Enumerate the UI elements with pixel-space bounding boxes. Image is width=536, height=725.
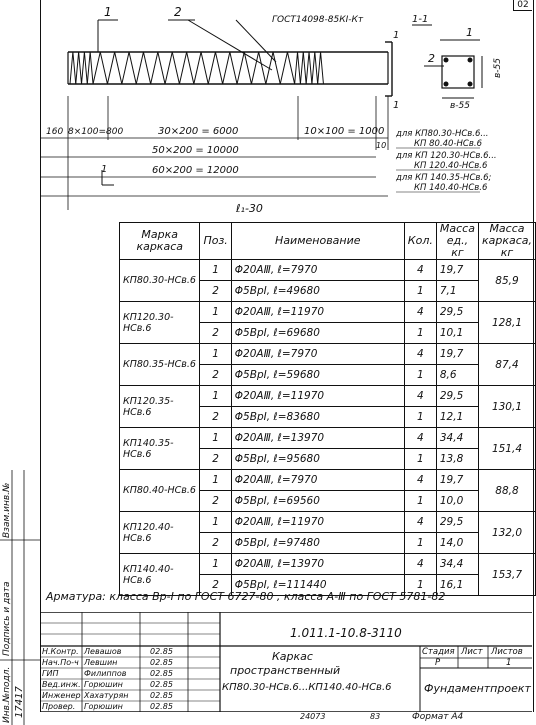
- spiral-segment: [295, 52, 298, 84]
- spiral-segment: [187, 52, 194, 84]
- applies-1: КП 80.40-НСв.6: [414, 139, 482, 149]
- unit-mass: 29,5: [436, 512, 478, 533]
- reinforcement-note: Арматура: класса Вр-I по ГОСТ 6727-80 , класса А-Ⅲ по ГОСТ 5781-82: [46, 590, 446, 603]
- table-row: [120, 260, 536, 281]
- quantity: 4: [404, 386, 436, 407]
- spiral-segment: [76, 52, 79, 84]
- spiral-segment: [237, 52, 244, 84]
- unit-mass: 10,0: [436, 491, 478, 512]
- title-line-2: пространственный: [230, 664, 341, 677]
- unit-mass: 7,1: [436, 281, 478, 302]
- section-label: 1-1: [412, 14, 429, 25]
- dim-8x100: 8×100=800: [68, 127, 124, 137]
- spiral-segment: [309, 52, 312, 84]
- date: 02.85: [150, 658, 173, 667]
- bottom-code: 24073: [300, 712, 326, 721]
- frame-mass: 88,8: [478, 470, 535, 512]
- table-row: [120, 512, 536, 533]
- role: ГИП: [42, 669, 59, 678]
- quantity: 1: [404, 491, 436, 512]
- table-row: [120, 470, 536, 491]
- item-name: Φ20АⅢ, ℓ=11970: [231, 512, 404, 533]
- dim-160: 160: [46, 127, 64, 137]
- date: 02.85: [150, 702, 173, 711]
- specification-table: [119, 222, 536, 596]
- position: 1: [200, 302, 231, 323]
- frame-mass: 130,1: [478, 386, 535, 428]
- spiral-segment: [87, 52, 90, 84]
- spiral-segment: [321, 52, 324, 84]
- organization: Фундаментпроект: [424, 682, 531, 695]
- gost-label: ГОСТ14098-85КІ-Кт: [272, 15, 364, 25]
- title-line-1: Каркас: [272, 650, 313, 663]
- frame-mass: 151,4: [478, 428, 535, 470]
- spiral-segment: [84, 52, 87, 84]
- spiral-segment: [82, 52, 85, 84]
- dim-50x200: 50×200 = 10000: [152, 145, 239, 156]
- title-line-3: КП80.30-НСв.6...КП140.40-НСв.6: [222, 682, 392, 693]
- section-mark: 1: [101, 164, 108, 175]
- sheets-value: 1: [506, 658, 512, 668]
- callout-2-section: 2: [428, 52, 435, 65]
- spiral-segment: [158, 52, 165, 84]
- left-sidebar: [0, 470, 40, 725]
- table-row: [120, 428, 536, 449]
- frame-mass: 128,1: [478, 302, 535, 344]
- unit-mass: 19,7: [436, 260, 478, 281]
- header-mass-total: Масса каркаса, кг: [478, 223, 535, 260]
- sheet-corner: 02: [513, 0, 532, 11]
- role: Вед.инж.: [42, 680, 81, 689]
- name: Горюшин: [84, 680, 123, 689]
- name: Хахатурян: [84, 691, 129, 700]
- spiral-segment: [107, 52, 114, 84]
- position: 2: [200, 449, 231, 470]
- quantity: 1: [404, 575, 436, 596]
- sidebar-sign-date: Подпись и дата: [2, 581, 12, 656]
- cut-mark-bottom: 1: [393, 100, 400, 111]
- spiral-segment: [179, 52, 186, 84]
- header-qty: Кол.: [404, 223, 436, 260]
- unit-mass: 19,7: [436, 470, 478, 491]
- spiral-segment: [251, 52, 258, 84]
- role: Инженер: [42, 691, 81, 700]
- sheets-header: Листов: [491, 647, 523, 657]
- item-name: Φ20АⅢ, ℓ=11970: [231, 302, 404, 323]
- frame-mark: КП80.35-НСв.6: [120, 344, 200, 386]
- item-name: Φ20АⅢ, ℓ=7970: [231, 260, 404, 281]
- frame-mark: КП80.30-НСв.6: [120, 260, 200, 302]
- sidebar-inv-orig: Инв.№подл.: [2, 666, 12, 723]
- dim-10x100: 10×100 = 1000: [304, 126, 385, 137]
- callout-1: 1: [104, 5, 112, 19]
- position: 2: [200, 407, 231, 428]
- quantity: 1: [404, 281, 436, 302]
- position: 1: [200, 428, 231, 449]
- spiral-segment: [300, 52, 303, 84]
- table-row: [120, 344, 536, 365]
- applies-2: для КП 120.30-НСв.6...: [396, 151, 497, 161]
- header-pos: Поз.: [200, 223, 231, 260]
- item-name: Φ5ВрI, ℓ=83680: [231, 407, 404, 428]
- name: Филиппов: [84, 669, 127, 678]
- quantity: 1: [404, 323, 436, 344]
- spiral-segment: [115, 52, 122, 84]
- frame-mass: 153,7: [478, 554, 535, 596]
- spiral-segment: [136, 52, 143, 84]
- spiral-segment: [73, 52, 76, 84]
- date: 02.85: [150, 680, 173, 689]
- item-name: Φ5ВрI, ℓ=69680: [231, 323, 404, 344]
- unit-mass: 34,4: [436, 554, 478, 575]
- applies-0: для КП80.30-НСв.6...: [396, 129, 489, 139]
- position: 2: [200, 533, 231, 554]
- frame-mass: 87,4: [478, 344, 535, 386]
- quantity: 4: [404, 302, 436, 323]
- unit-mass: 12,1: [436, 407, 478, 428]
- callout-2: 2: [174, 5, 182, 19]
- dim-10: 10: [376, 141, 387, 150]
- spiral-segment: [201, 52, 208, 84]
- header-name: Наименование: [231, 223, 404, 260]
- item-name: Φ5ВрI, ℓ=95680: [231, 449, 404, 470]
- position: 1: [200, 512, 231, 533]
- callout-1-right: 1: [466, 26, 473, 39]
- dim-total: ℓ₁-30: [236, 202, 263, 215]
- item-name: Φ20АⅢ, ℓ=7970: [231, 344, 404, 365]
- spiral-segment: [93, 52, 100, 84]
- position: 1: [200, 554, 231, 575]
- item-name: Φ5ВрI, ℓ=49680: [231, 281, 404, 302]
- date: 02.85: [150, 669, 173, 678]
- position: 1: [200, 344, 231, 365]
- item-name: Φ5ВрI, ℓ=69560: [231, 491, 404, 512]
- item-name: Φ5ВрI, ℓ=59680: [231, 365, 404, 386]
- title-block: [40, 612, 532, 722]
- frame-mark: КП120.40-НСв.6: [120, 512, 200, 554]
- spiral-segment: [259, 52, 266, 84]
- unit-mass: 29,5: [436, 386, 478, 407]
- spiral-segment: [303, 52, 306, 84]
- sheet-header: Лист: [461, 647, 483, 657]
- frame-mark: КП80.40-НСв.6: [120, 470, 200, 512]
- position: 1: [200, 386, 231, 407]
- cut-mark-top: 1: [393, 30, 400, 41]
- item-name: Φ20АⅢ, ℓ=7970: [231, 470, 404, 491]
- position: 2: [200, 575, 231, 596]
- stage-value: Р: [435, 658, 441, 668]
- spiral-segment: [318, 52, 321, 84]
- table-row: [120, 554, 536, 575]
- unit-mass: 29,5: [436, 302, 478, 323]
- date: 02.85: [150, 647, 173, 656]
- spiral-segment: [151, 52, 158, 84]
- position: 2: [200, 365, 231, 386]
- unit-mass: 13,8: [436, 449, 478, 470]
- doc-code: 1.011.1-10.8-3110: [290, 626, 402, 640]
- item-name: Φ5ВрI, ℓ=97480: [231, 533, 404, 554]
- dim-60x200: 60×200 = 12000: [152, 165, 239, 176]
- item-name: Φ5ВрI, ℓ=111440: [231, 575, 404, 596]
- unit-mass: 8,6: [436, 365, 478, 386]
- spiral-segment: [298, 52, 301, 84]
- name: Левшин: [84, 658, 118, 667]
- applies-3: КП 120.40-НСв.6: [414, 161, 488, 171]
- sidebar-inv-number: 17417: [14, 686, 25, 718]
- frame-mark: КП120.30-НСв.6: [120, 302, 200, 344]
- quantity: 1: [404, 449, 436, 470]
- role: Провер.: [42, 702, 76, 711]
- spiral-segment: [280, 52, 287, 84]
- spiral-segment: [312, 52, 315, 84]
- unit-mass: 16,1: [436, 575, 478, 596]
- role: Н.Контр.: [42, 647, 79, 656]
- quantity: 4: [404, 344, 436, 365]
- section-width: в-55: [450, 101, 471, 111]
- quantity: 1: [404, 533, 436, 554]
- item-name: Φ20АⅢ, ℓ=13970: [231, 428, 404, 449]
- header-mark: Марка каркаса: [120, 223, 200, 260]
- spiral-segment: [143, 52, 150, 84]
- unit-mass: 19,7: [436, 344, 478, 365]
- frame-mark: КП140.35-НСв.6: [120, 428, 200, 470]
- spiral-segment: [90, 52, 93, 84]
- spiral-segment: [306, 52, 309, 84]
- quantity: 4: [404, 470, 436, 491]
- spiral-segment: [172, 52, 179, 84]
- item-name: Φ20АⅢ, ℓ=11970: [231, 386, 404, 407]
- spiral-segment: [70, 52, 73, 84]
- applies-4: для КП 140.35-НСв.6;: [396, 173, 492, 183]
- name: Левашов: [84, 647, 122, 656]
- sidebar-inv-vzam: Взам.инв.№: [2, 482, 12, 538]
- quantity: 1: [404, 365, 436, 386]
- unit-mass: 34,4: [436, 428, 478, 449]
- spiral-segment: [165, 52, 172, 84]
- format-label: Формат А4: [412, 712, 464, 722]
- frame-mark: КП120.35-НСв.6: [120, 386, 200, 428]
- spiral-segment: [129, 52, 136, 84]
- spiral-segment: [287, 52, 294, 84]
- table-row: [120, 386, 536, 407]
- spiral-segment: [223, 52, 230, 84]
- quantity: 4: [404, 428, 436, 449]
- frame-mark: КП140.40-НСв.6: [120, 554, 200, 596]
- item-name: Φ20АⅢ, ℓ=13970: [231, 554, 404, 575]
- unit-mass: 14,0: [436, 533, 478, 554]
- position: 2: [200, 491, 231, 512]
- date: 02.85: [150, 691, 173, 700]
- unit-mass: 10,1: [436, 323, 478, 344]
- frame-mass: 132,0: [478, 512, 535, 554]
- quantity: 4: [404, 554, 436, 575]
- position: 2: [200, 323, 231, 344]
- applies-5: КП 140.40-НСв.6: [414, 183, 488, 193]
- quantity: 4: [404, 260, 436, 281]
- spiral-segment: [230, 52, 237, 84]
- position: 1: [200, 470, 231, 491]
- position: 1: [200, 260, 231, 281]
- section-height: в-55: [493, 57, 503, 78]
- spiral-segment: [215, 52, 222, 84]
- role: Нач.По-ч: [42, 658, 79, 667]
- stage-header: Стадия: [422, 647, 455, 657]
- spiral-segment: [122, 52, 129, 84]
- dim-30x200: 30×200 = 6000: [158, 126, 239, 137]
- spiral-segment: [315, 52, 318, 84]
- spiral-segment: [208, 52, 215, 84]
- spiral-segment: [273, 52, 280, 84]
- bottom-num: 83: [370, 712, 381, 721]
- name: Горюшин: [84, 702, 123, 711]
- quantity: 1: [404, 407, 436, 428]
- spiral-segment: [100, 52, 107, 84]
- table-row: [120, 302, 536, 323]
- spiral-segment: [79, 52, 82, 84]
- quantity: 4: [404, 512, 436, 533]
- frame-mass: 85,9: [478, 260, 535, 302]
- spiral-segment: [194, 52, 201, 84]
- position: 2: [200, 281, 231, 302]
- rebar-cage-drawing: [40, 0, 532, 222]
- header-mass-unit: Масса ед., кг: [436, 223, 478, 260]
